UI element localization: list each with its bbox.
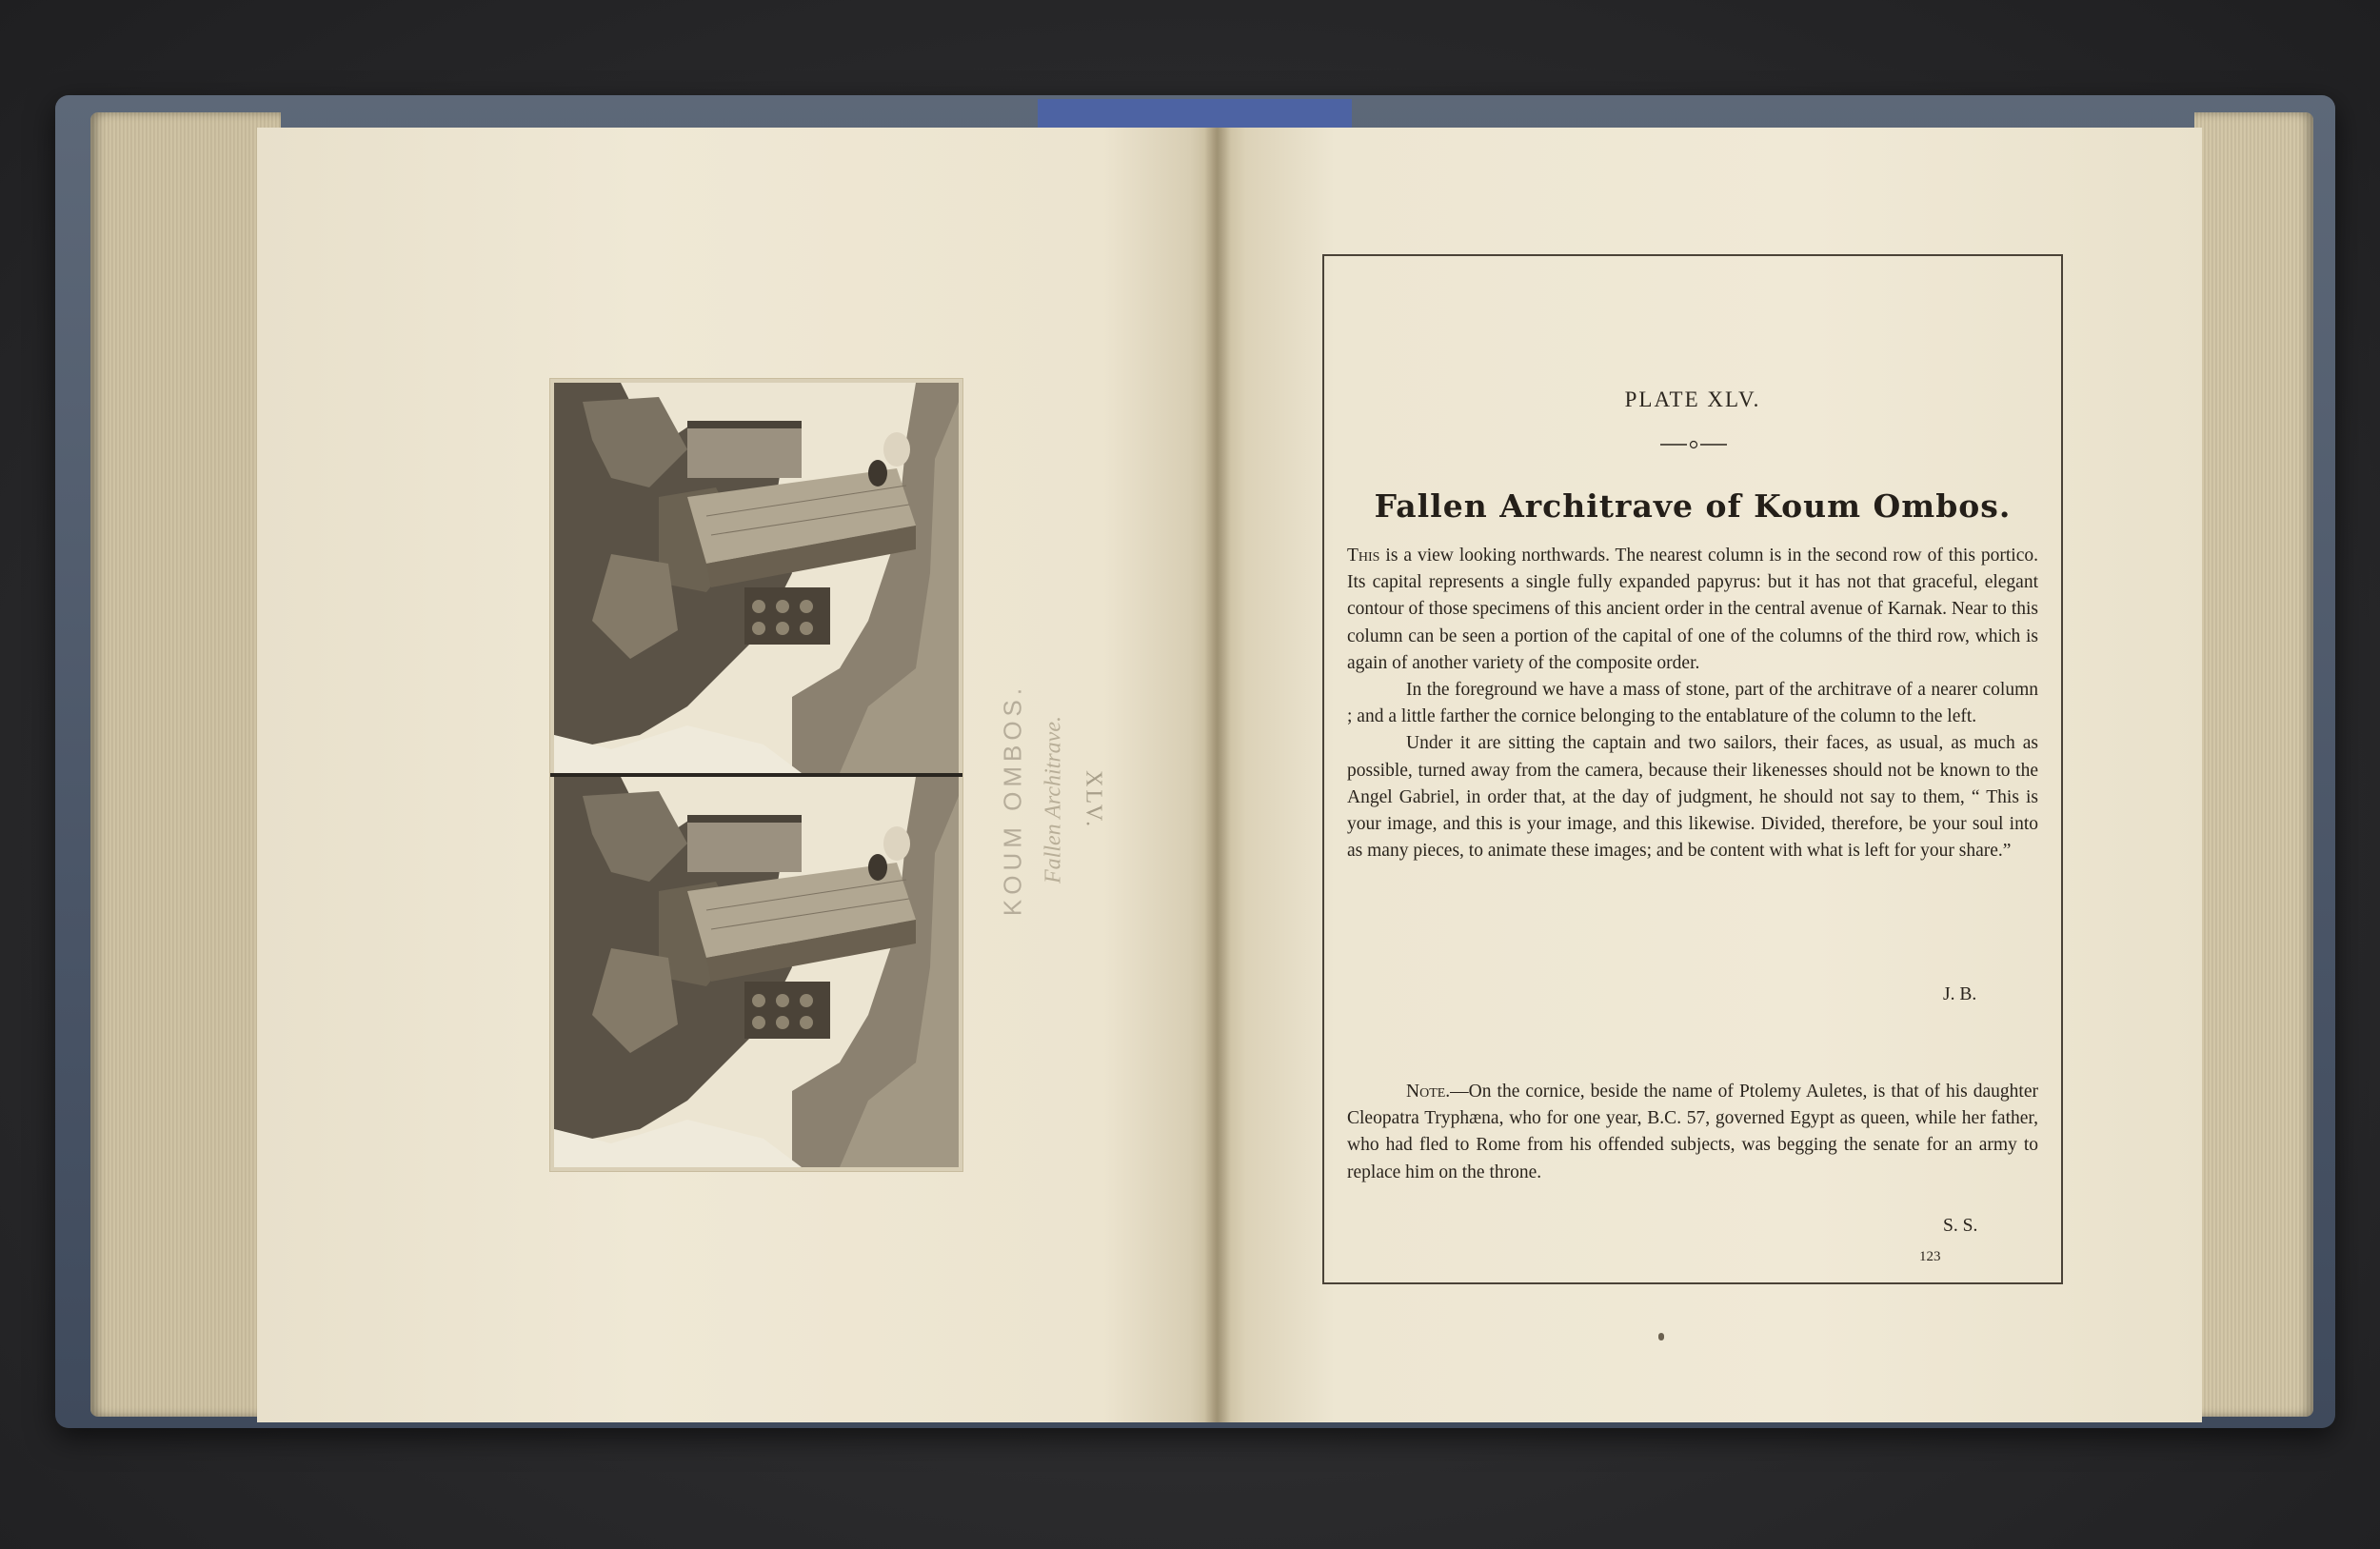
- ornament-rule: [1660, 440, 1727, 449]
- stereo-image-top: [554, 383, 959, 773]
- paragraph-text: is a view looking northwards. The nearest column is in the second row of this portico. Its capital represents a single fully expanded papyrus: but it has not that graceful, elegant contour of those specimens of this ancient order in the central avenue of Karnak. Near to this column can be seen a portion of the capital of one of the columns of the third row, which is again of another variety of the composite order.: [1347, 546, 2038, 673]
- note-paragraph: [1347, 1079, 2038, 1186]
- page-block-left: [90, 112, 281, 1417]
- note-lead: Note.: [1406, 1082, 1451, 1102]
- plate-heading: PLATE XLV.: [1624, 387, 1761, 411]
- page-number: 123: [1919, 1249, 1941, 1264]
- stereo-image-bottom: [554, 777, 959, 1167]
- stereograph-photo: [550, 379, 962, 1171]
- text-border-frame: [1322, 254, 2063, 1284]
- note-text: —On the cornice, beside the name of Ptolemy Auletes, is that of his daughter Cleopatra Tryphæna, who for one year, B.C. 57, governed Egypt as queen, while her father, who had fled to Rome from his offended subjects, was begging the senate for an army to replace him on the throne.: [1347, 1082, 2038, 1182]
- paragraph-lead: This: [1347, 546, 1380, 566]
- paragraph-1: [1347, 543, 2038, 677]
- caption-plate-number: XLV.: [1081, 769, 1106, 830]
- caption-subtitle: Fallen Architrave.: [1041, 716, 1066, 884]
- photo-caption: [999, 684, 1106, 916]
- paragraph-2: In the foreground we have a mass of stone, part of the architrave of a nearer column ; and a little farther the cornice belonging to the entablature of the column to the left.: [1347, 680, 2038, 727]
- spine-cloth: [1038, 99, 1352, 128]
- book-gutter: [1204, 128, 1231, 1422]
- signature-ss: S. S.: [1943, 1216, 1978, 1236]
- body-text: [1347, 543, 2038, 864]
- page-block-right: [2194, 112, 2313, 1417]
- paragraph-3: Under it are sitting the captain and two sailors, their faces, as usual, as much as possible, turned away from the camera, because their likenesses should not be known to the Angel Gabriel, in order that, at the day of judgment, he should not say to them, “ This is your image, and this is your image, and this likewise. Divided, therefore, be your soul into as many pieces, to animate these images; and be content with what is left for your share.”: [1347, 733, 2038, 862]
- paper-speck: [1658, 1333, 1664, 1340]
- signature-jb: J. B.: [1943, 984, 1977, 1004]
- plate-title: Fallen Architrave of Koum Ombos.: [1374, 487, 2012, 525]
- caption-title: KOUM OMBOS.: [998, 683, 1027, 917]
